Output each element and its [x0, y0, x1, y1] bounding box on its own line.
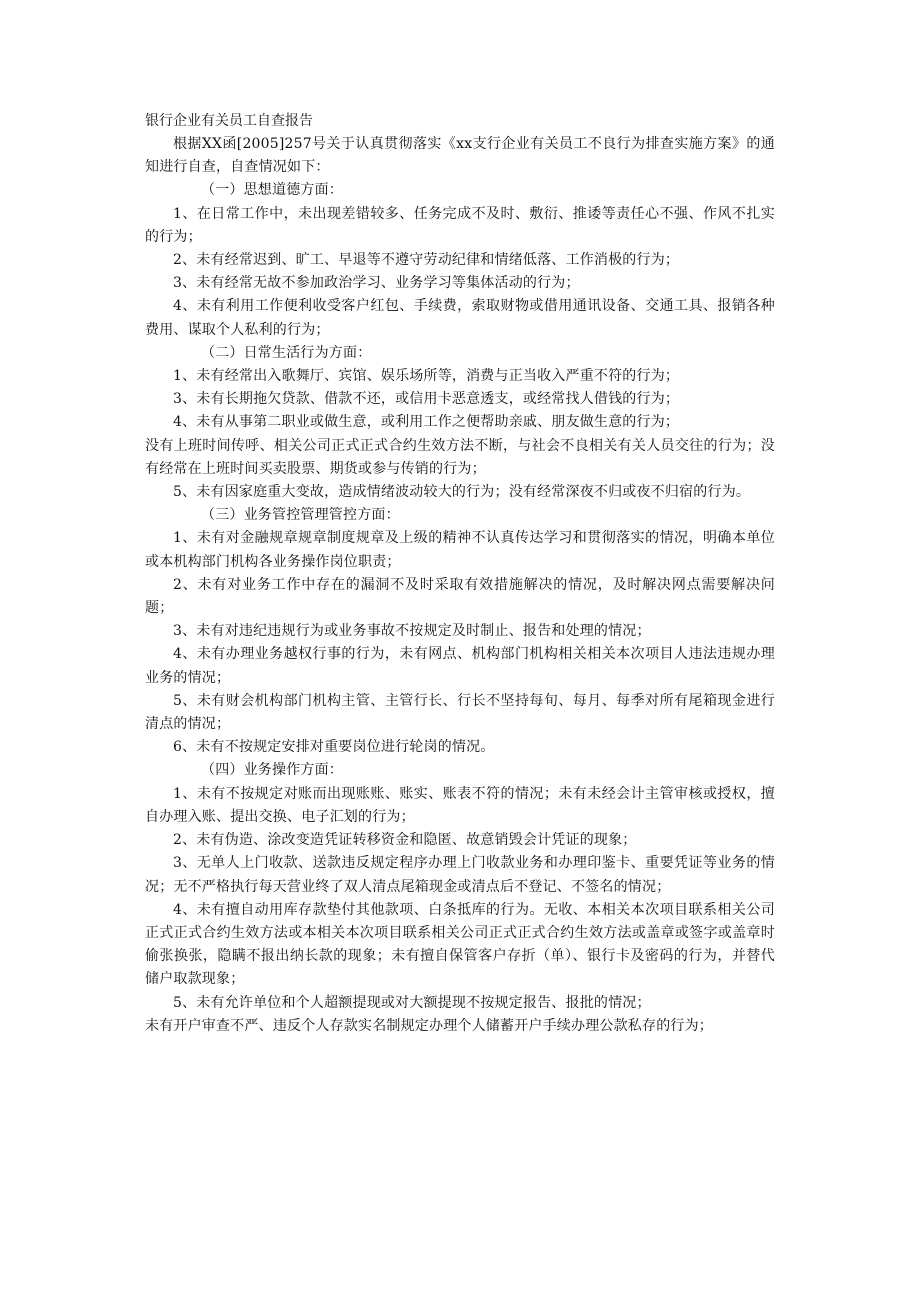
- section-heading-2: （二）日常生活行为方面：: [201, 344, 372, 361]
- intro-paragraph: 根据XX函[2005]257号关于认真贯彻落实《xx支行企业有关员工不良行为排查实施方案》的通知进行自查，自查情况如下：: [145, 136, 775, 176]
- section2-item: 4、未有从事第二职业或做生意，或利用工作之便帮助亲戚、朋友做生意的行为；: [173, 414, 680, 431]
- section4-item: 3、无单人上门收款、送款违反规定程序办理上门收款业务和办理印鉴卡、重要凭证等业务的情况；无不严格执行每天营业终了双人清点尾箱现金或清点后不登记、不签名的情况；: [145, 855, 775, 895]
- document-page: [145, 110, 775, 1038]
- section2-item: 5、未有因家庭重大变故，造成情绪波动较大的行为；没有经常深夜不归或夜不归宿的行为。: [173, 484, 751, 501]
- section-heading-4: （四）业务操作方面：: [201, 762, 343, 779]
- section2-continuation: 没有上班时间传呼、相关公司正式正式合约生效方法不断，与社会不良相关有关人员交往的行为；没有经常在上班时间买卖股票、期货或参与传销的行为；: [145, 437, 775, 477]
- section2-item: 3、未有长期拖欠贷款、借款不还，或信用卡恶意透支，或经常找人借钱的行为；: [173, 391, 680, 408]
- section4-item: 4、未有擅自动用库存款垫付其他款项、白条抵库的行为。无收、本相关本次项目联系相关公司正式正式合约生效方法或本相关本次项目联系相关公司正式正式合约生效方法或盖章或签字或盖章时偷张换张，隐瞒不报出纳长款的现象；未有擅自保管客户存折（单）、银行卡及密码的行为，并替代储户取款现象；: [145, 901, 775, 988]
- section3-item: 3、未有对违纪违规行为或业务事故不按规定及时制止、报告和处理的情况；: [173, 623, 651, 640]
- section3-item: 2、未有对业务工作中存在的漏洞不及时采取有效措施解决的情况，及时解决网点需要解决问题；: [145, 576, 775, 617]
- section1-item: 2、未有经常迟到、旷工、早退等不遵守劳动纪律和情绪低落、工作消极的行为；: [173, 252, 680, 269]
- section4-item: 5、未有允许单位和个人超额提现或对大额提现不按规定报告、报批的情况；: [173, 994, 651, 1011]
- section-heading-1: （一）思想道德方面：: [201, 182, 343, 199]
- section-heading-3: （三）业务管控管理管控方面：: [201, 507, 400, 524]
- section1-item: 4、未有利用工作便利收受客户红包、手续费，索取财物或借用通讯设备、交通工具、报销各种费用、谋取个人私利的行为；: [145, 298, 775, 338]
- section1-item: 3、未有经常无故不参加政治学习、业务学习等集体活动的行为；: [173, 275, 580, 292]
- section1-item: 1、在日常工作中，未出现差错较多、任务完成不及时、敷衍、推诿等责任心不强、作风不扎实的行为；: [145, 205, 775, 245]
- section3-item: 6、未有不按规定安排对重要岗位进行轮岗的情况。: [173, 739, 495, 756]
- section4-continuation: 未有开户审查不严、违反个人存款实名制规定办理个人储蓄开户手续办理公款私存的行为；: [145, 1017, 713, 1034]
- section4-item: 1、未有不按规定对账而出现账账、账实、账表不符的情况；未有未经会计主管审核或授权，擅自办理入账、提出交换、电子汇划的行为；: [145, 785, 775, 825]
- section2-item: 1、未有经常出入歌舞厅、宾馆、娱乐场所等，消费与正当收入严重不符的行为；: [173, 368, 680, 385]
- section4-item: 2、未有伪造、涂改变造凭证转移资金和隐匿、故意销毁会计凭证的现象；: [173, 832, 637, 849]
- section3-item: 4、未有办理业务越权行事的行为，未有网点、机构部门机构相关相关本次项目人违法违规办理业务的情况；: [145, 646, 775, 686]
- document-title: 银行企业有关员工自查报告: [145, 113, 313, 129]
- section3-item: 5、未有财会机构部门机构主管、主管行长、行长不坚持每旬、每月、每季对所有尾箱现金进行清点的情况；: [145, 692, 775, 733]
- section3-item: 1、未有对金融规章规章制度规章及上级的精神不认真传达学习和贯彻落实的情况，明确本单位或本机构部门机构各业务操作岗位职责；: [145, 530, 775, 570]
